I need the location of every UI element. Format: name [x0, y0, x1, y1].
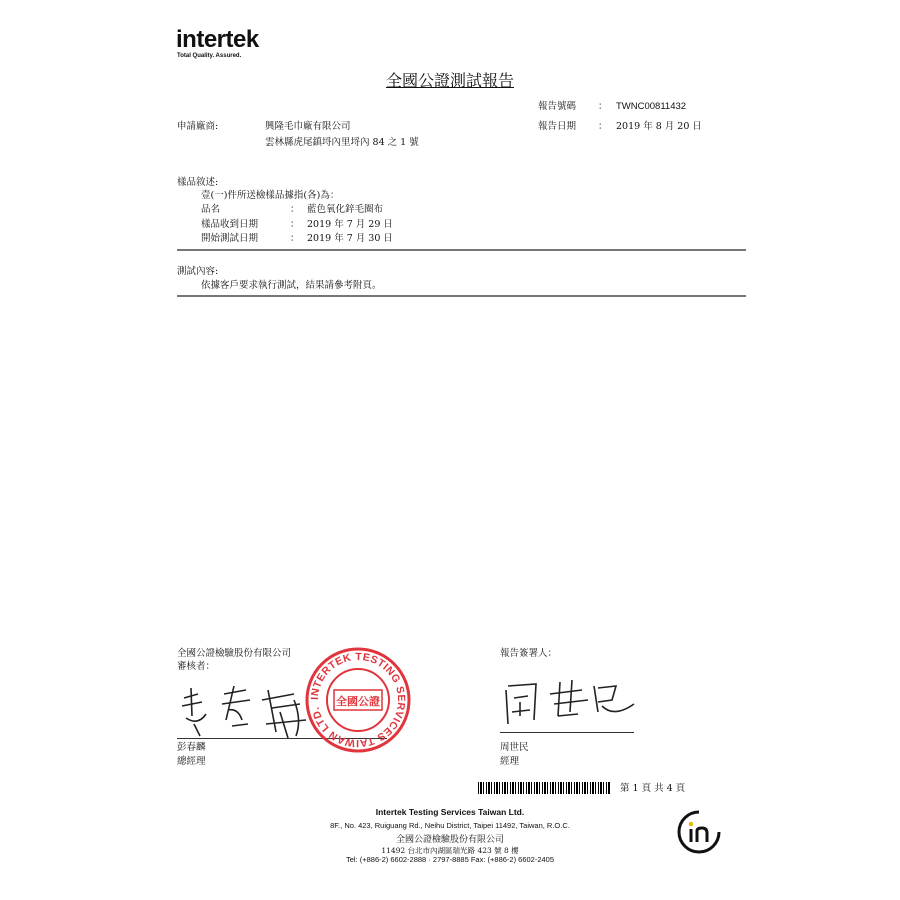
barcode — [478, 782, 610, 794]
sample-intro: 壹(一)件所送檢樣品據指(各)為： — [201, 190, 340, 201]
applicant-label: 申請廠商: — [177, 121, 219, 132]
svg-text:全國公證: 全國公證 — [336, 695, 380, 708]
sample-row-label: 開始測試日期 — [201, 233, 259, 244]
colon: ： — [598, 101, 608, 112]
reviewer-signature — [176, 680, 316, 742]
reviewer-title: 總經理 — [177, 756, 206, 767]
colon: ： — [290, 219, 300, 230]
signer-title: 經理 — [500, 756, 520, 767]
footer-contact: Tel: (+886-2) 6602-2888 · 2797-8885 Fax: (+886-2) 6602-2405 — [345, 855, 555, 864]
footer-address-zh: 11492 台北市內湖區瑞光路 423 號 8 樓 — [381, 846, 519, 855]
sample-header: 樣品敘述: — [177, 177, 219, 188]
signer-label: 報告簽署人： — [500, 648, 558, 659]
sample-row-label: 品名 — [201, 204, 221, 215]
test-text: 依據客戶要求執行測試，結果請參考附頁。 — [201, 280, 382, 291]
report-no-value: TWNC00811432 — [616, 101, 687, 112]
sample-row-label: 樣品收到日期 — [201, 219, 259, 230]
sample-row-value: 2019 年 7 月 30 日 — [307, 233, 393, 244]
page-number: 第 1 頁 共 4 頁 — [620, 783, 686, 794]
intertek-logo: intertek — [176, 26, 259, 53]
section-divider — [177, 249, 746, 251]
signer-signature — [498, 672, 638, 734]
test-header: 測試內容: — [177, 266, 219, 277]
signature-line — [500, 732, 634, 733]
colon: ： — [290, 204, 300, 215]
company-seal-stamp — [304, 646, 412, 754]
footer-company-zh: 全國公證檢驗股份有限公司 — [395, 835, 504, 845]
report-no-label: 報告號碼 — [538, 101, 577, 112]
applicant-name: 興隆毛巾廠有限公司 — [265, 121, 351, 132]
footer-address-en: 8F., No. 423, Ruiguang Rd., Neihu District, Taipei 11492, Taiwan, R.O.C. — [330, 821, 570, 830]
report-title: 全國公證測試報告 — [385, 71, 514, 90]
signer-name: 周世民 — [500, 742, 529, 753]
lab-company: 全國公證檢驗股份有限公司 — [177, 648, 292, 659]
sample-row-value: 藍色氧化鋅毛圈布 — [307, 204, 384, 215]
colon: ： — [598, 121, 608, 132]
colon: ： — [290, 233, 300, 244]
svg-text:INTERTEK TESTING SERVICES TAIW: INTERTEK TESTING SERVICES TAIWAN LTD. — [308, 650, 408, 750]
report-date-value: 2019 年 8 月 20 日 — [616, 121, 702, 132]
reviewer-label: 審核者： — [177, 661, 216, 672]
applicant-address: 雲林縣虎尾鎮埒內里埒內 84 之 1 號 — [265, 137, 419, 148]
reviewer-name: 彭春麟 — [177, 742, 206, 753]
section-divider — [177, 295, 746, 297]
report-date-label: 報告日期 — [538, 121, 577, 132]
logo-tagline: Total Quality. Assured. — [177, 53, 242, 59]
intertek-emblem-icon — [676, 809, 722, 855]
sample-row-value: 2019 年 7 月 29 日 — [307, 219, 393, 230]
footer-company: Intertek Testing Services Taiwan Ltd. — [375, 807, 525, 817]
